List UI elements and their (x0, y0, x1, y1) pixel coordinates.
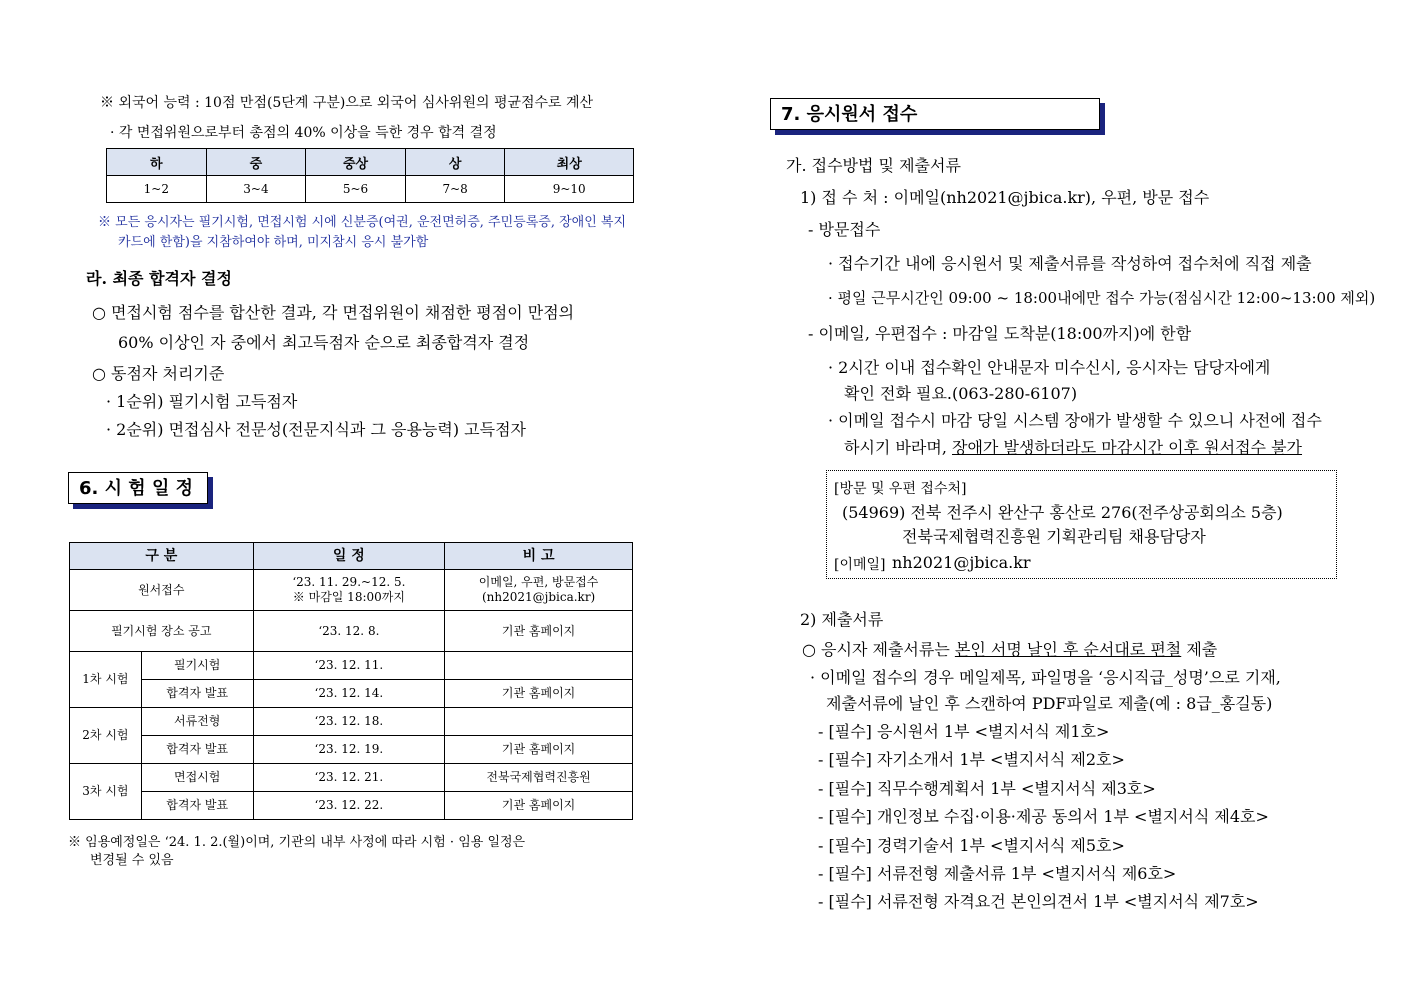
grade-header: 상 (405, 149, 505, 176)
grade-header: 최상 (505, 149, 634, 176)
row-note: 기관 홈페이지 (445, 736, 633, 764)
row-note: 전북국제협력진흥원 (445, 764, 633, 792)
method-heading: 가. 접수방법 및 제출서류 (786, 156, 961, 175)
address-label: [방문 및 우편 접수처] (834, 481, 967, 497)
doc-item: - [필수] 개인정보 수집·이용·제공 동의서 1부 <별지서식 제4호> (818, 807, 1269, 826)
address-line2: 전북국제협력진흥원 기획관리팀 채용담당자 (902, 527, 1206, 546)
tie-rule-1: · 1순위) 필기시험 고득점자 (106, 392, 298, 411)
docs-heading: 2) 제출서류 (800, 610, 884, 629)
table-row (70, 570, 633, 611)
email-address: nh2021@jbica.kr (892, 553, 1031, 572)
doc-item: - [필수] 경력기술서 1부 <별지서식 제5호> (818, 836, 1125, 855)
section6-title: 6. 시 험 일 정 (68, 472, 208, 504)
row-date: ‘23. 12. 21. (253, 764, 445, 792)
table-row (70, 764, 633, 792)
visit-heading: - 방문접수 (808, 220, 881, 239)
row-label: 필기시험 장소 공고 (70, 611, 254, 652)
schedule-header: 구 분 (70, 543, 254, 570)
tie-rule-2: · 2순위) 면접심사 전문성(전문지식과 그 응용능력) 고득점자 (106, 420, 526, 439)
grade-value: 5~6 (306, 176, 406, 203)
address-line1: (54969) 전북 전주시 완산구 홍산로 276(전주상공회의소 5층) (842, 503, 1283, 522)
doc-item: - [필수] 자기소개서 1부 <별지서식 제2호> (818, 750, 1125, 769)
group-label: 3차 시험 (70, 764, 142, 820)
table-row (70, 680, 633, 708)
grade-table (106, 148, 634, 203)
email-rule-2a: · 이메일 접수시 마감 당일 시스템 장애가 발생할 수 있으니 사전에 접수 (828, 411, 1322, 430)
table-row (70, 708, 633, 736)
grade-value: 9~10 (505, 176, 634, 203)
grade-value: 3~4 (206, 176, 306, 203)
email-label: [이메일] (834, 557, 886, 573)
schedule-note-line1: ※ 임용예정일은 ‘24. 1. 2.(월)이며, 기관의 내부 사정에 따라 시험 · 임용 일정은 (68, 835, 526, 850)
row-label: 필기시험 (141, 652, 253, 680)
row-date: ‘23. 12. 11. (253, 652, 445, 680)
section7-title: 7. 응시원서 접수 (770, 98, 1100, 130)
row-note (445, 652, 633, 680)
doc-item: - [필수] 서류전형 자격요건 본인의견서 1부 <별지서식 제7호> (818, 892, 1259, 911)
email-heading: - 이메일, 우편접수 : 마감일 도착분(18:00까지)에 한함 (808, 324, 1192, 343)
place-line: 1) 접 수 처 : 이메일(nh2021@jbica.kr), 우편, 방문 접수 (800, 188, 1210, 207)
visit-rule-2: · 평일 근무시간인 09:00 ~ 18:00내에만 접수 가능(점심시간 12:00~13:00 제외) (828, 289, 1376, 307)
table-row (70, 736, 633, 764)
row-label: 합격자 발표 (141, 736, 253, 764)
table-row (70, 792, 633, 820)
doc-item: - [필수] 서류전형 제출서류 1부 <별지서식 제6호> (818, 864, 1177, 883)
row-date: ‘23. 12. 8. (253, 611, 445, 652)
schedule-table (69, 542, 633, 820)
docs-email-line1: · 이메일 접수의 경우 메일제목, 파일명을 ‘응시직급_성명’으로 기재, (810, 668, 1281, 687)
row-date: ‘23. 12. 19. (253, 736, 445, 764)
row-note: 기관 홈페이지 (445, 680, 633, 708)
row-note: 이메일, 우편, 방문접수 (nh2021@jbica.kr) (445, 570, 633, 611)
row-note (445, 708, 633, 736)
grade-value: 7~8 (405, 176, 505, 203)
group-label: 1차 시험 (70, 652, 142, 708)
final-rule-line2: 60% 이상인 자 중에서 최고득점자 순으로 최종합격자 결정 (118, 333, 530, 352)
docs-email-line2: 제출서류에 날인 후 스캔하여 PDF파일로 제출(예 : 8급_홍길동) (826, 694, 1273, 713)
table-row (70, 611, 633, 652)
doc-item: - [필수] 직무수행계획서 1부 <별지서식 제3호> (818, 779, 1156, 798)
grade-header: 하 (107, 149, 207, 176)
pass-rule: · 각 면접위원으로부터 총점의 40% 이상을 득한 경우 합격 결정 (110, 125, 497, 141)
row-label: 면접시험 (141, 764, 253, 792)
row-date: ‘23. 11. 29.~12. 5. ※ 마감일 18:00까지 (253, 570, 445, 611)
table-row (70, 652, 633, 680)
row-date: ‘23. 12. 22. (253, 792, 445, 820)
docs-main-rule: ○ 응시자 제출서류는 본인 서명 날인 후 순서대로 편철 제출 (802, 640, 1218, 659)
row-note: 기관 홈페이지 (445, 611, 633, 652)
row-label: 원서접수 (70, 570, 254, 611)
docs-main-underline: 본인 서명 날인 후 순서대로 편철 (954, 640, 1182, 659)
email-rule-2b: 하시기 바라며, 장애가 발생하더라도 마감시간 이후 원서접수 불가 (844, 438, 1303, 457)
row-label: 합격자 발표 (141, 680, 253, 708)
group-label: 2차 시험 (70, 708, 142, 764)
row-date: ‘23. 12. 18. (253, 708, 445, 736)
row-label: 서류전형 (141, 708, 253, 736)
final-heading: 라. 최종 합격자 결정 (86, 269, 232, 288)
grade-header: 중 (206, 149, 306, 176)
final-rule-line1: ○ 면접시험 점수를 합산한 결과, 각 면접위원이 채점한 평점이 만점의 (92, 303, 575, 322)
schedule-note-line2: 변경될 수 있음 (90, 853, 174, 868)
row-label: 합격자 발표 (141, 792, 253, 820)
foreign-language-note: ※ 외국어 능력 : 10점 만점(5단계 구분)으로 외국어 심사위원의 평균점수로 계산 (100, 95, 594, 111)
grade-value: 1~2 (107, 176, 207, 203)
tie-heading: ○ 동점자 처리기준 (92, 364, 225, 383)
email-rule-1b: 확인 전화 필요.(063-280-6107) (844, 384, 1078, 403)
schedule-header: 일 정 (253, 543, 445, 570)
id-note-line1: ※ 모든 응시자는 필기시험, 면접시험 시에 신분증(여권, 운전면허증, 주민등록증, 장애인 복지 (98, 215, 627, 230)
email-rule-1a: · 2시간 이내 접수확인 안내문자 미수신시, 응시자는 담당자에게 (828, 358, 1271, 377)
row-note: 기관 홈페이지 (445, 792, 633, 820)
deadline-warning: 장애가 발생하더라도 마감시간 이후 원서접수 불가 (952, 438, 1303, 457)
doc-item: - [필수] 응시원서 1부 <별지서식 제1호> (818, 722, 1110, 741)
grade-header: 중상 (306, 149, 406, 176)
visit-rule-1: · 접수기간 내에 응시원서 및 제출서류를 작성하여 접수처에 직접 제출 (828, 254, 1312, 273)
schedule-header: 비 고 (445, 543, 633, 570)
row-date: ‘23. 12. 14. (253, 680, 445, 708)
id-note-line2: 카드에 한함)을 지참하여야 하며, 미지참시 응시 불가함 (118, 235, 429, 250)
